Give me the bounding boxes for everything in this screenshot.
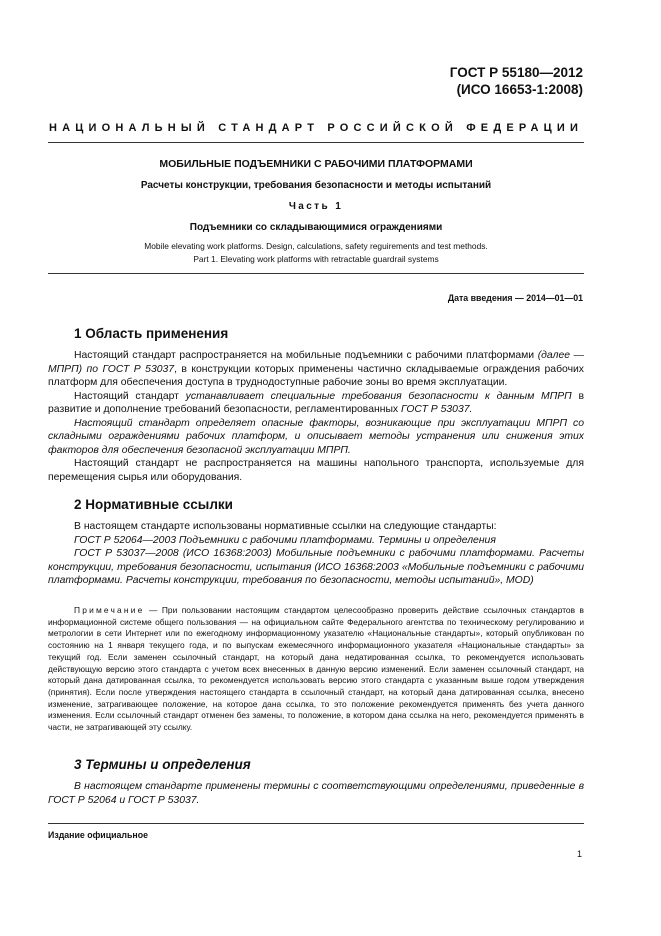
reference-item [48, 547, 584, 588]
text-run: , в конструкции которых применены частично складываемые ограждения рабочих платформ для обеспечения доступа в труднодоступные рабочие зоны во время эксплуатации. [48, 363, 584, 388]
text-run: ГОСТ Р 53037. [401, 404, 473, 415]
text-run: Мобильные подъемники с рабочими платформами. [275, 548, 535, 559]
text-run: ГОСТ Р 52064—2003 [74, 534, 179, 546]
page-number: 1 [577, 849, 583, 859]
part-title: Подъемники со складывающимися ограждениями [189, 222, 443, 233]
document-title: МОБИЛЬНЫЕ ПОДЪЕМНИКИ С РАБОЧИМИ ПЛАТФОРМАМИ [159, 158, 473, 170]
standard-code-block [450, 64, 583, 98]
english-title-line-1: Mobile elevating work platforms. Design, calculations, safety reguirements and test methods. [144, 241, 488, 251]
section-3-heading: 3 Термины и определения [74, 757, 251, 772]
text-run: Настоящий стандарт распространяется на мобильные подъемники с рабочими платформами [74, 350, 538, 361]
text-run: ГОСТ Р 53037—2008 (ИСО 16368:2003) [74, 548, 276, 559]
text-run: устанавливает специальные требования безопасности к данным МПРП [185, 390, 572, 402]
paragraph: В настоящем стандарте применены термины с соответствующими определениями, приведенные в ГОСТ Р 52064 и ГОСТ Р 53037. [48, 781, 584, 806]
paragraph [48, 390, 584, 417]
section-1-body [48, 349, 584, 484]
paragraph [48, 349, 584, 390]
paragraph: В настоящем стандарте использованы нормативные ссылки на следующие стандарты: [74, 521, 497, 532]
text-run: в развитие и дополнение требований безопасности, регламентированных [48, 390, 584, 415]
note-text: — При пользовании настоящим стандартом целесообразно проверить действие ссылочных стандартов в информационной системе общего пользования — на официальном сайте Федерального агентства по техническому регулированию и метрологии в сети Интернет или по ежегодному информационному указателю «Национальные стандарты», который опубликован по состоянию на 1 января текущего года, и по выпускам ежемесячного информационного указателя «Национальные стандарты» за текущий год. Если заменен ссылочный стандарт, на который дана недатированная ссылка, то рекомендуется использовать действующую версию этого стандарта с учетом всех внесенных в данную версию изменений. Если заменен ссылочный стандарт, на который дана датированная ссылка, то рекомендуется использовать версию этого стандарта с указанным выше годом утверждения (принятия). Если после утверждения настоящего стандарта в ссылочный стандарт, на который дана датированная ссылка, внесено изменение, затрагивающее положение, на которое дана ссылка, то это положение рекомендуется применять без учета данного изменения. Если ссылочный стандарт отменен без замены, то положение, в котором дана ссылка на него, рекомендуется применять в части, не затрагивающей эту ссылку. [48, 605, 584, 733]
section-2-heading: 2 Нормативные ссылки [74, 497, 233, 512]
note-label: Примечание [74, 605, 145, 615]
section-3-body [48, 780, 584, 807]
paragraph: Настоящий стандарт определяет опасные факторы, возникающие при эксплуатации МПРП со складными ограждениями рабочих платформ, и описывает методы устранения или снижения этих факторов для обеспечения безопасной эксплуатации МПРП. [48, 417, 584, 456]
note-block [48, 605, 584, 734]
paragraph: Настоящий стандарт не распространяется на машины напольного транспорта, используемые для перемещения сырья или оборудования. [48, 458, 584, 483]
standard-code: ГОСТ Р 55180—2012 [449, 65, 583, 80]
section-2-body [48, 520, 584, 588]
text-run: Настоящий стандарт [74, 390, 186, 402]
official-edition-label: Издание официальное [48, 830, 148, 840]
document-subtitle: Расчеты конструкции, требования безопасности и методы испытаний [140, 180, 492, 191]
header-rule [48, 142, 584, 143]
iso-code: (ИСО 16653-1:2008) [456, 82, 583, 97]
national-standard-label: НАЦИОНАЛЬНЫЙ СТАНДАРТ РОССИЙСКОЙ ФЕДЕРАЦИИ [48, 122, 584, 134]
introduction-date: Дата введения — 2014—01—01 [447, 293, 583, 303]
footer-rule [48, 823, 584, 824]
reference-item [48, 534, 584, 548]
section-1-heading: 1 Область применения [74, 326, 229, 341]
text-run: (далее — МПРП) по ГОСТ Р 53037 [48, 350, 584, 375]
text-run: Расчеты конструкции, требования безопасности, испытания (ИСО 16368:2003 «Мобильные подъемники с рабочими платформами. Расчеты конструкции, требования по безопасности, методы испытаний», MOD) [48, 548, 584, 586]
title-rule [48, 273, 584, 274]
part-label: Часть 1 [288, 201, 344, 212]
text-run: Подъемники с рабочими платформами. Термины и определения [178, 534, 496, 546]
english-title-line-2: Part 1. Elevating work platforms with retractable guardrail systems [193, 254, 439, 264]
